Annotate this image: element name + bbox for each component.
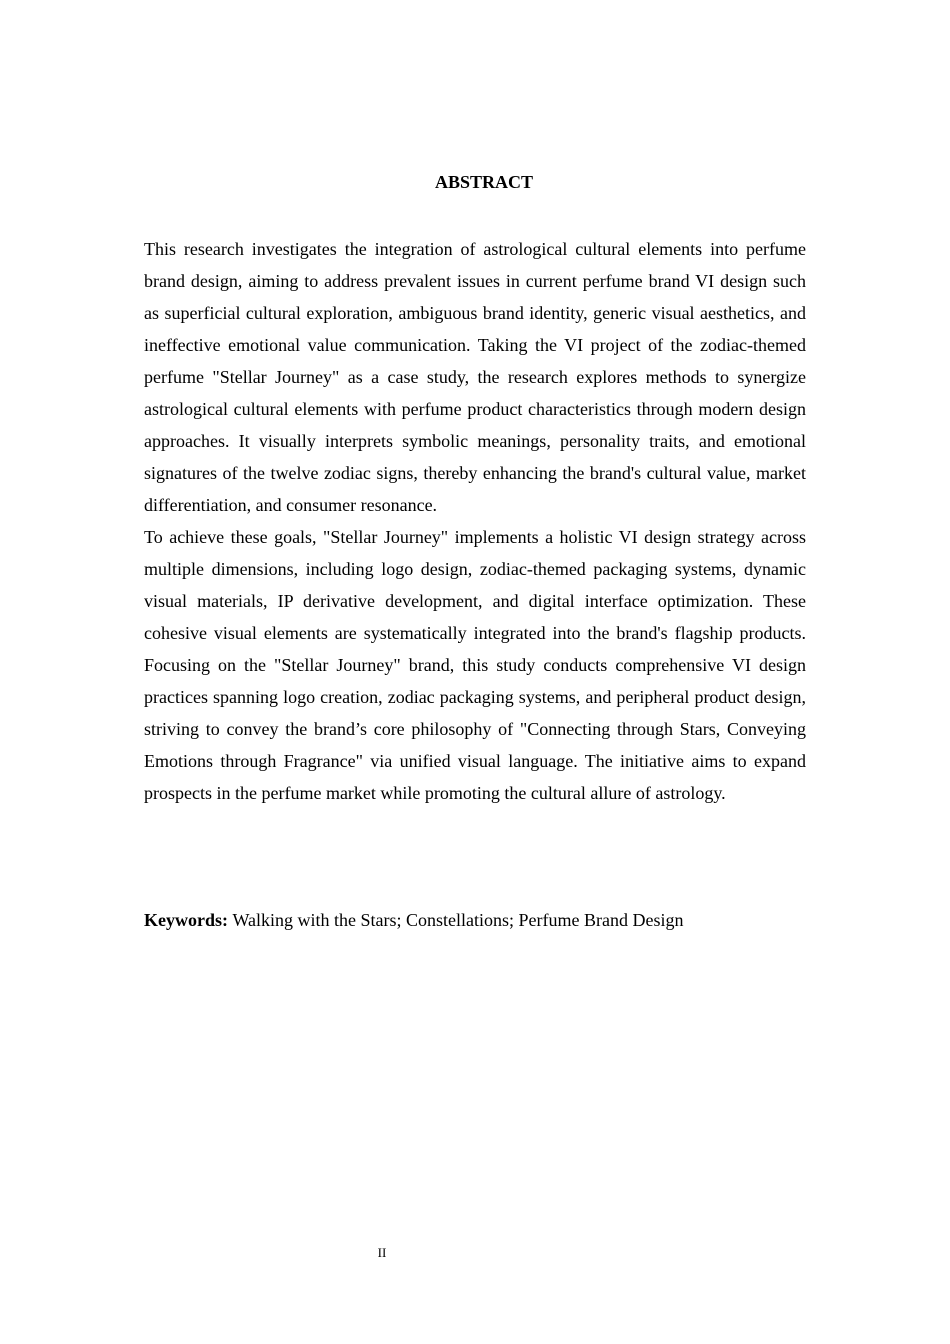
- keywords-line: [144, 904, 806, 936]
- abstract-paragraph-2: To achieve these goals, "Stellar Journey" implements a holistic VI design strategy across multiple dimensions, including logo design, zodiac-themed packaging systems, dynamic visual materials, IP derivative development, and digital interface optimization. These cohesive visual elements are systematically integrated into the brand's flagship products. Focusing on the "Stellar Journey" brand, this study conducts comprehensive VI design practices spanning logo creation, zodiac packaging systems, and peripheral product design, striving to convey the brand’s core philosophy of "Connecting through Stars, Conveying Emotions through Fragrance" via unified visual language. The initiative aims to expand prospects in the perfume market while promoting the cultural allure of astrology.: [144, 527, 806, 803]
- abstract-paragraph-1: This research investigates the integration of astrological cultural elements into perfume brand design, aiming to address prevalent issues in current perfume brand VI design such as superficial cultural exploration, ambiguous brand identity, generic visual aesthetics, and ineffective emotional value communication. Taking the VI project of the zodiac-themed perfume "Stellar Journey" as a case study, the research explores methods to synergize astrological cultural elements with perfume product characteristics through modern design approaches. It visually interprets symbolic meanings, personality traits, and emotional signatures of the twelve zodiac signs, thereby enhancing the brand's cultural value, market differentiation, and consumer resonance.: [144, 239, 806, 515]
- abstract-body: [144, 233, 806, 809]
- page-number: II: [377, 1245, 387, 1260]
- keywords-separator: :: [222, 910, 233, 930]
- keywords-label: Keywords: [144, 910, 222, 930]
- keywords-value: Walking with the Stars; Constellations; Perfume Brand Design: [232, 910, 684, 930]
- abstract-heading: ABSTRACT: [434, 172, 534, 192]
